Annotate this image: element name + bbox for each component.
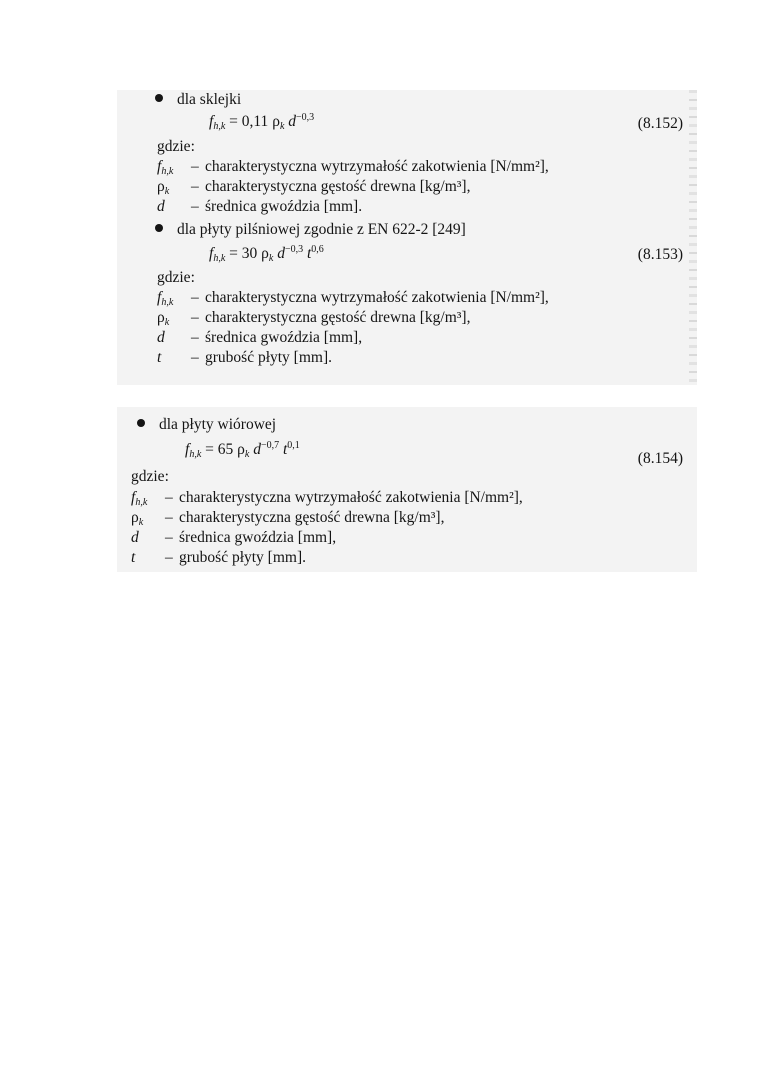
def-dash: – [191, 198, 199, 215]
formula-t: t [279, 441, 288, 458]
def-dash: – [191, 289, 199, 306]
definition-row [131, 488, 523, 508]
formula-rho-sub: k [244, 449, 250, 460]
def-text: charakterystyczna gęstość drewna [kg/m³], [205, 309, 471, 326]
bullet-text: dla sklejki [177, 91, 242, 108]
def-text: charakterystyczna gęstość drewna [kg/m³], [205, 178, 471, 195]
definition-row [157, 328, 362, 348]
def-text: charakterystyczna wytrzymałość zakotwienia [N/mm²], [205, 158, 549, 175]
formula-lhs: f [209, 113, 214, 130]
def-text: charakterystyczna wytrzymałość zakotwienia [N/mm²], [205, 289, 549, 306]
equation-number: (8.152) [637, 115, 683, 132]
def-text: średnica gwoździa [mm]. [205, 198, 363, 215]
formula-d-exp: −0,3 [296, 112, 315, 123]
definition-row [131, 508, 444, 528]
bullet-item-plyta-pilsniowa [155, 220, 466, 240]
bullet-icon [137, 419, 145, 427]
def-symbol-sub: h,k [161, 297, 174, 308]
formula-d: d [273, 245, 285, 262]
def-text: charakterystyczna gęstość drewna [kg/m³], [179, 509, 445, 526]
formula-8-153 [209, 245, 324, 263]
def-symbol-sub: k [164, 317, 170, 328]
def-text: grubość płyty [mm]. [205, 349, 332, 366]
scan-block-1 [117, 90, 697, 385]
formula-8-152 [209, 113, 314, 131]
equation-number: (8.153) [637, 246, 683, 263]
def-symbol-sub: k [164, 186, 170, 197]
formula-lhs-sub: h,k [189, 449, 202, 460]
def-symbol-sub: h,k [161, 166, 174, 177]
bullet-item-plyta-wiorowa [137, 415, 276, 435]
formula-rho: ρ [261, 245, 269, 262]
def-dash: – [191, 309, 199, 326]
formula-d-exp: −0,3 [284, 244, 304, 255]
definition-row [131, 528, 336, 548]
formula-coefficient: = 0,11 [225, 113, 273, 130]
def-symbol-sub: h,k [135, 497, 148, 508]
def-symbol: ρ [157, 178, 165, 195]
def-symbol: d [157, 198, 165, 215]
bullet-item-sklejka [155, 90, 241, 110]
formula-rho-sub: k [268, 253, 274, 264]
def-symbol: f [157, 158, 162, 175]
formula-rho: ρ [272, 113, 280, 130]
def-symbol: f [131, 489, 136, 506]
formula-rho: ρ [237, 441, 245, 458]
def-symbol: d [131, 529, 139, 546]
formula-8-154 [185, 441, 300, 459]
equation-number: (8.154) [637, 450, 683, 467]
def-symbol: t [131, 549, 136, 566]
formula-t-exp: 0,6 [311, 244, 324, 255]
formula-d: d [284, 113, 297, 130]
def-symbol: t [157, 349, 162, 366]
formula-coefficient: = 65 [201, 441, 238, 458]
bullet-text: dla płyty wiórowej [159, 416, 277, 433]
def-dash: – [191, 349, 199, 366]
definition-row [157, 157, 549, 177]
def-dash: – [165, 549, 173, 566]
formula-d-exp: −0,7 [260, 440, 280, 451]
gdzie-label: gdzie: [157, 269, 195, 286]
def-text: średnica gwoździa [mm], [179, 529, 337, 546]
def-text: grubość płyty [mm]. [179, 549, 306, 566]
definition-row [157, 177, 470, 197]
def-symbol: d [157, 329, 165, 346]
definition-row [157, 348, 332, 368]
formula-coefficient: = 30 [225, 245, 262, 262]
def-text: średnica gwoździa [mm], [205, 329, 363, 346]
scan-block-2 [117, 407, 697, 572]
def-text: charakterystyczna wytrzymałość zakotwienia [N/mm²], [179, 489, 523, 506]
formula-lhs-sub: h,k [213, 121, 226, 132]
definition-row [157, 308, 470, 328]
definition-row [157, 197, 362, 217]
def-symbol: ρ [157, 309, 165, 326]
def-symbol-sub: k [138, 517, 144, 528]
def-dash: – [165, 509, 173, 526]
formula-d: d [249, 441, 261, 458]
def-dash: – [191, 329, 199, 346]
formula-rho-sub: k [279, 121, 285, 132]
def-dash: – [191, 158, 199, 175]
formula-lhs-sub: h,k [213, 253, 226, 264]
definition-row [131, 548, 306, 568]
def-symbol: f [157, 289, 162, 306]
formula-t-exp: 0,1 [287, 440, 300, 451]
bullet-icon [155, 94, 163, 102]
scan-edge-artifact [689, 90, 697, 385]
bullet-text: dla płyty pilśniowej zgodnie z EN 622-2 [249] [177, 221, 466, 238]
def-symbol: ρ [131, 509, 139, 526]
def-dash: – [165, 529, 173, 546]
def-dash: – [191, 178, 199, 195]
gdzie-label: gdzie: [131, 468, 169, 485]
formula-lhs: f [209, 245, 214, 262]
def-dash: – [165, 489, 173, 506]
gdzie-label: gdzie: [157, 138, 195, 155]
bullet-icon [155, 224, 163, 232]
formula-t: t [303, 245, 312, 262]
formula-lhs: f [185, 441, 190, 458]
definition-row [157, 288, 549, 308]
